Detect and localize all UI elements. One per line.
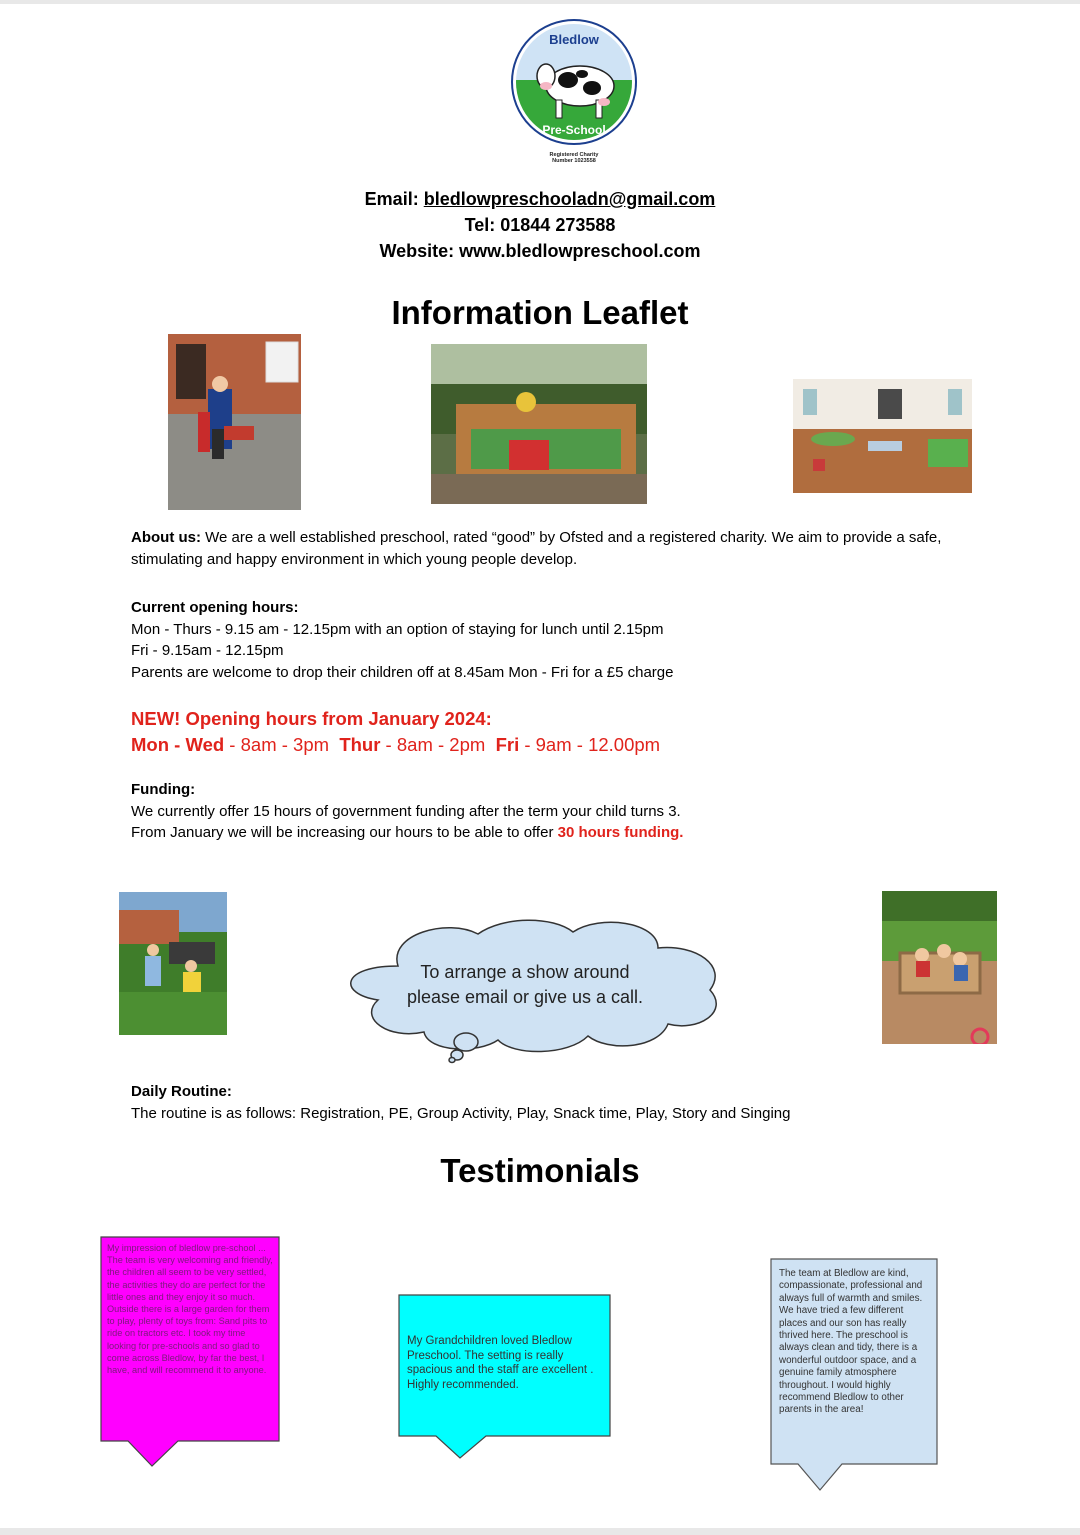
photo-children-garden (119, 892, 227, 1035)
testimonial-text-1: My impression of bledlow pre-school ... The team is very welcoming and friendly, the children all seem to be very settled, the activities they do are perfect for the little ones and they enjoy it so much. Outside there is a large garden for them to play, plenty of toys from: Sand pits to ride on tractors etc. I took my time looking for pre-schools and so glad to come across Bledlow, by far the best, I have, and will recommend it to anyone. (107, 1243, 273, 1376)
photo-sandpit (882, 891, 997, 1044)
contact-tel: Tel: 01844 273588 (464, 215, 616, 235)
email-link[interactable]: bledlowpreschooladn@gmail.com (423, 189, 716, 209)
new-hours-section (131, 706, 660, 758)
about-section (131, 527, 951, 570)
funding-line1: We currently offer 15 hours of government funding after the term your child turns 3. (131, 802, 681, 820)
new-hours-heading: NEW! Opening hours from January 2024: (131, 708, 492, 729)
new-hours-time2: - 8am - 2pm (380, 734, 496, 755)
testimonial-bubble-2 (398, 1294, 613, 1462)
daily-routine-section (131, 1081, 951, 1124)
opening-hours-line2: Fri - 9.15am - 12.15pm (131, 642, 284, 659)
new-hours-time3: - 9am - 12.00pm (519, 734, 661, 755)
logo-top-text: Bledlow (549, 32, 599, 47)
preschool-logo (508, 18, 640, 166)
testimonial-bubble-3 (770, 1258, 940, 1494)
logo-charity-line2: Number 1023558 (552, 158, 596, 164)
funding-line2: From January we will be increasing our hours to be able to offer (131, 824, 558, 841)
photo-outdoor-play (168, 334, 301, 510)
testimonial-text-2: My Grandchildren loved Bledlow Preschool. The setting is really spacious and the staff are excellent . Highly recommended. (407, 1335, 594, 1391)
page-title: Information Leaflet (391, 294, 689, 331)
testimonial-bubble-1 (100, 1236, 282, 1472)
opening-hours-heading: Current opening hours: (131, 599, 299, 616)
testimonial-text-3: The team at Bledlow are kind, compassionate, professional and always full of warmth and smiles. We have tried a few different places and our son has really thrived here. The preschool is always clean and tidy, there is a wonderful outdoor space, and a genuine family atmosphere throughout. I would highly recommend Bledlow to other parents in the area! (779, 1268, 923, 1416)
cloud-text: To arrange a show around please email or give us a call. (406, 962, 644, 1007)
opening-hours-line1: Mon - Thurs - 9.15 am - 12.15pm with an option of staying for lunch until 2.15pm (131, 620, 664, 638)
daily-routine-text: The routine is as follows: Registration, PE, Group Activity, Play, Snack time, Play, Story and Singing (131, 1104, 791, 1122)
logo-charity-line1: Registered Charity (549, 152, 599, 158)
daily-routine-heading: Daily Routine: (131, 1083, 232, 1100)
testimonials-title: Testimonials (440, 1152, 640, 1189)
new-hours-time1: - 8am - 3pm (224, 734, 340, 755)
photo-hall (793, 359, 972, 493)
logo-bottom-text: Pre-School (542, 123, 606, 137)
opening-hours-line3: Parents are welcome to drop their children off at 8.45am Mon - Fri for a £5 charge (131, 663, 674, 681)
new-hours-day3: Fri (495, 734, 520, 755)
about-text: We are a well established preschool, rated “good” by Ofsted and a registered charity. We aim to provide a safe, stimulating and happy environment in which young people develop. (131, 529, 942, 568)
funding-heading: Funding: (131, 781, 196, 798)
contact-email-line (0, 189, 1080, 210)
leaflet-page (0, 4, 1080, 1528)
new-hours-day2: Thur (339, 734, 381, 755)
contact-website: Website: www.bledlowpreschool.com (379, 241, 701, 261)
funding-highlight: 30 hours funding. (557, 824, 684, 841)
opening-hours-section (131, 597, 951, 683)
new-hours-day1: Mon - Wed (131, 734, 225, 755)
photo-garden (431, 344, 647, 504)
email-label: Email: (364, 189, 419, 209)
about-label: About us: (131, 529, 201, 546)
funding-section (131, 779, 951, 844)
